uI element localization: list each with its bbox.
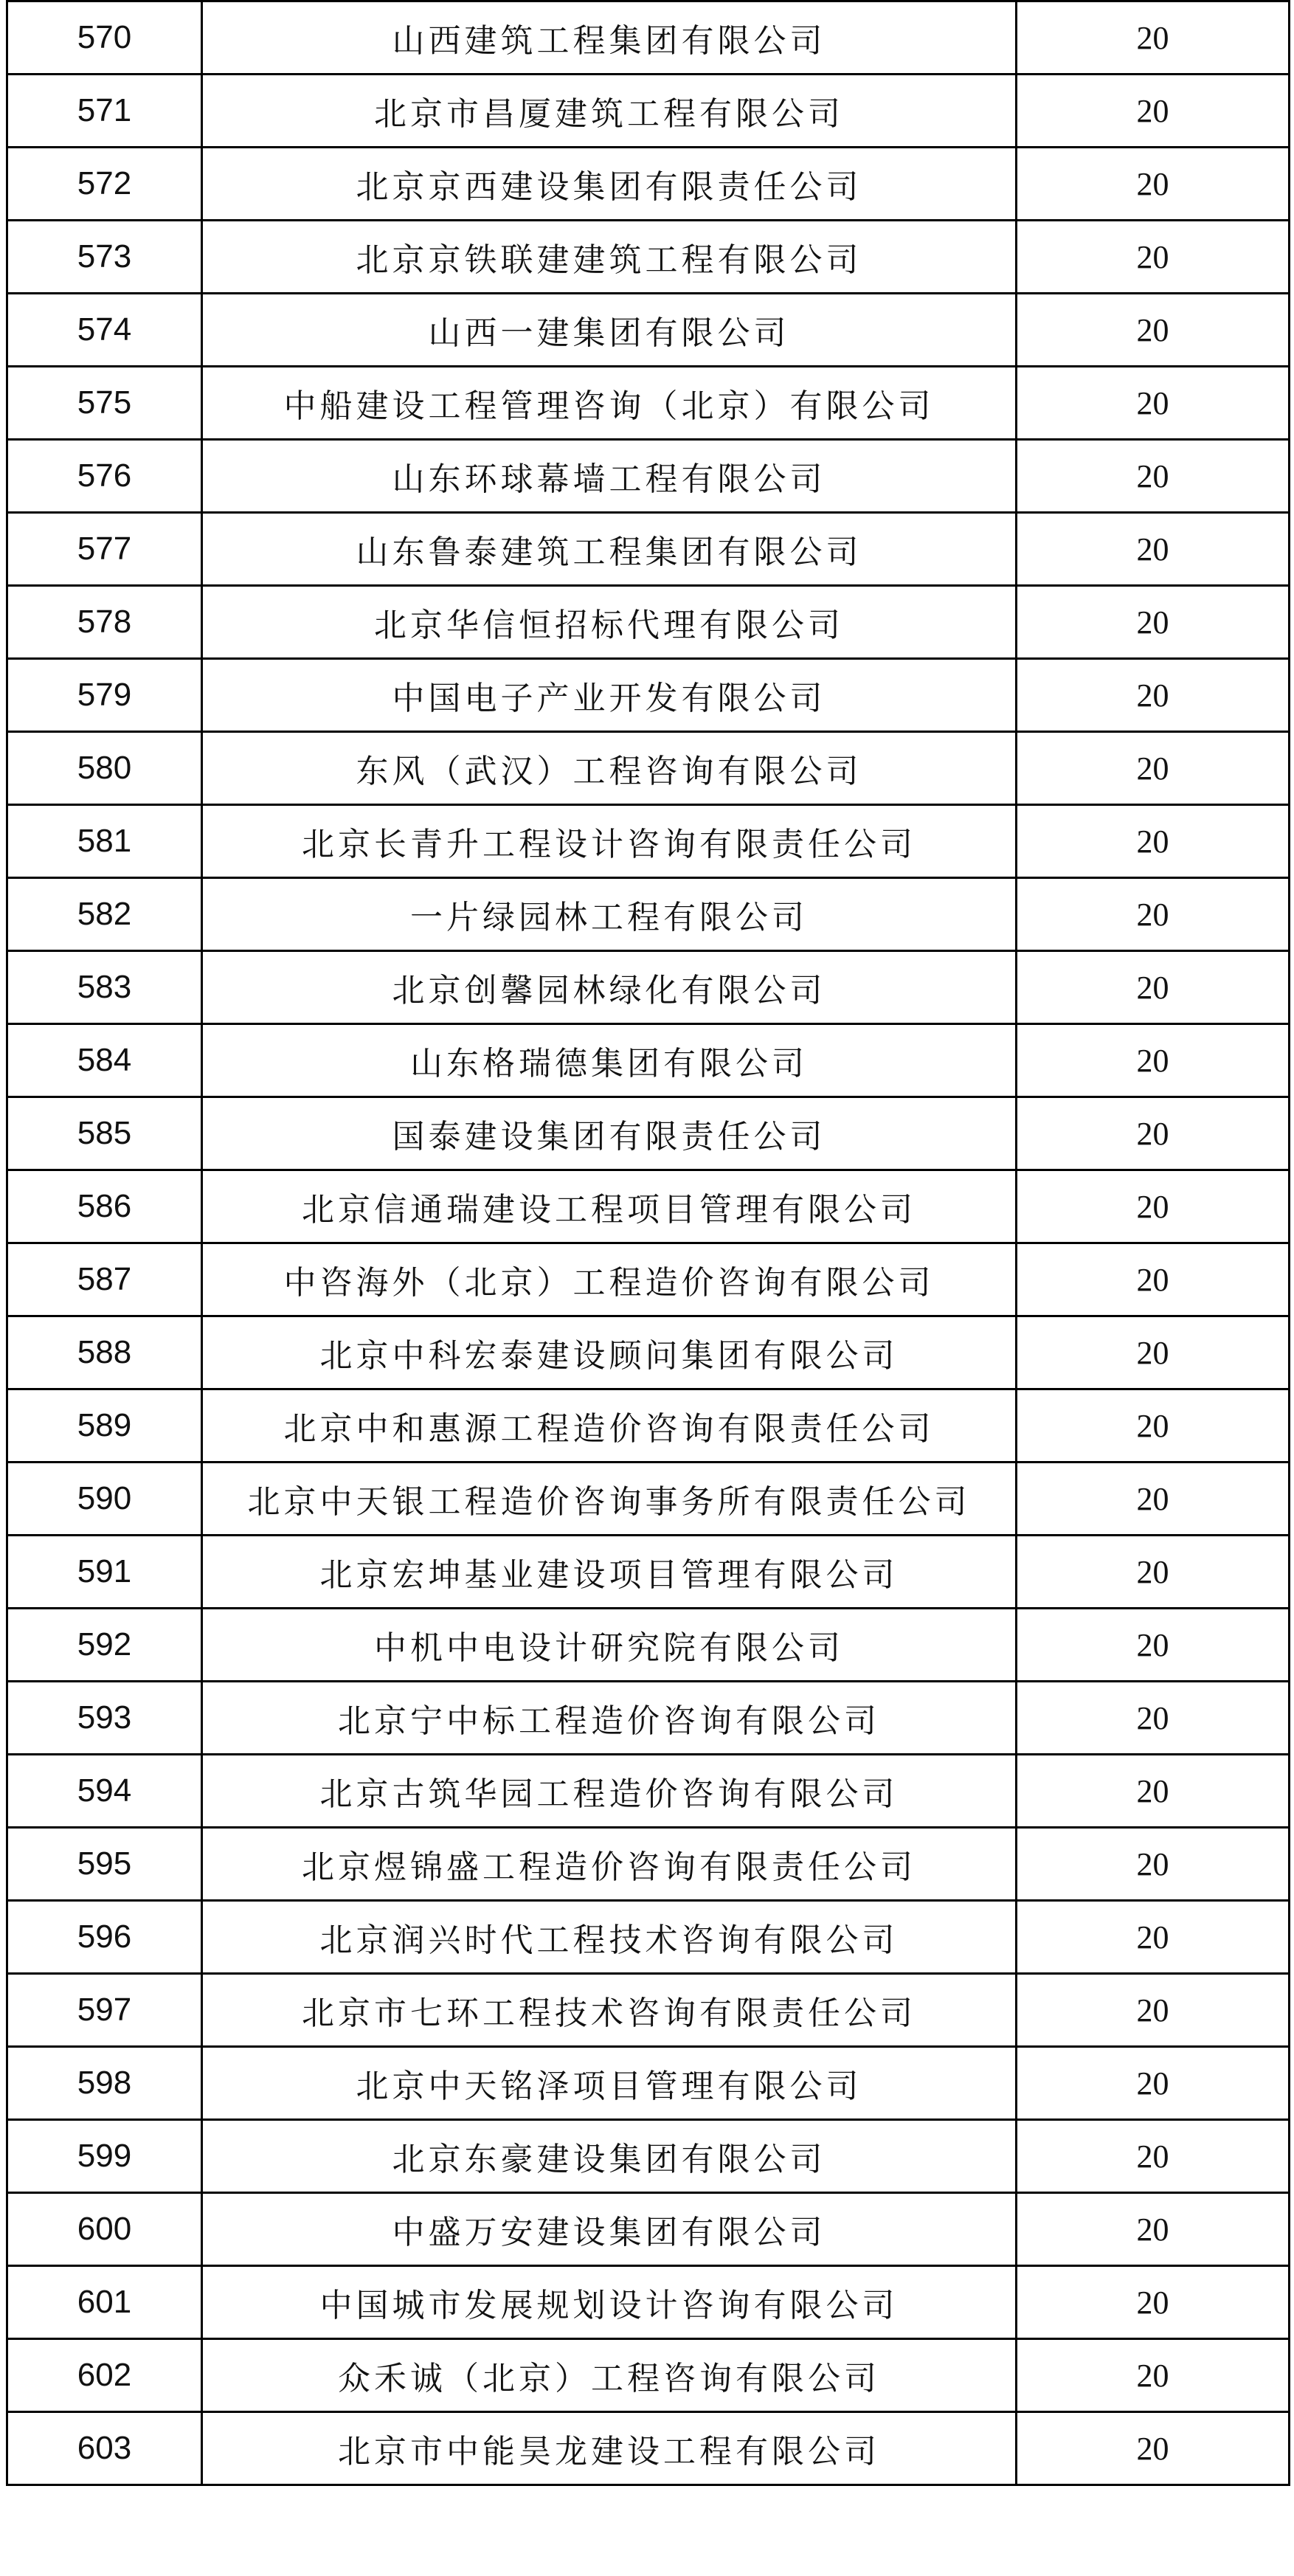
score-cell: 20	[1017, 2120, 1290, 2193]
score-cell: 20	[1017, 2047, 1290, 2120]
company-name-cell: 北京京西建设集团有限责任公司	[202, 148, 1017, 221]
table-row	[7, 805, 1290, 878]
table-row	[7, 367, 1290, 440]
row-number-cell: 600	[7, 2193, 202, 2266]
company-name-cell: 中机中电设计研究院有限公司	[202, 1609, 1017, 1682]
table-row	[7, 1609, 1290, 1682]
score-cell: 20	[1017, 1974, 1290, 2047]
score-cell: 20	[1017, 1609, 1290, 1682]
score-cell: 20	[1017, 2266, 1290, 2339]
table-row	[7, 659, 1290, 732]
row-number-cell: 591	[7, 1536, 202, 1609]
company-name-cell: 山东环球幕墙工程有限公司	[202, 440, 1017, 513]
table-row	[7, 1097, 1290, 1170]
company-name-cell: 北京中天银工程造价咨询事务所有限责任公司	[202, 1463, 1017, 1536]
row-number-cell: 571	[7, 75, 202, 148]
table-row	[7, 75, 1290, 148]
company-name-cell: 北京润兴时代工程技术咨询有限公司	[202, 1901, 1017, 1974]
row-number-cell: 575	[7, 367, 202, 440]
company-name-cell: 北京市中能昊龙建设工程有限公司	[202, 2412, 1017, 2485]
score-cell: 20	[1017, 513, 1290, 586]
company-name-cell: 山西一建集团有限公司	[202, 294, 1017, 367]
table-row	[7, 1828, 1290, 1901]
table-row	[7, 1024, 1290, 1097]
row-number-cell: 599	[7, 2120, 202, 2193]
table-row	[7, 951, 1290, 1024]
company-name-cell: 北京创馨园林绿化有限公司	[202, 951, 1017, 1024]
score-cell: 20	[1017, 221, 1290, 294]
row-number-cell: 574	[7, 294, 202, 367]
company-name-cell: 北京市昌厦建筑工程有限公司	[202, 75, 1017, 148]
table-row	[7, 1389, 1290, 1463]
score-cell: 20	[1017, 732, 1290, 805]
row-number-cell: 603	[7, 2412, 202, 2485]
company-name-cell: 中国电子产业开发有限公司	[202, 659, 1017, 732]
row-number-cell: 578	[7, 586, 202, 659]
table-row	[7, 440, 1290, 513]
company-name-cell: 国泰建设集团有限责任公司	[202, 1097, 1017, 1170]
table-row	[7, 732, 1290, 805]
score-cell: 20	[1017, 805, 1290, 878]
score-cell: 20	[1017, 659, 1290, 732]
row-number-cell: 601	[7, 2266, 202, 2339]
row-number-cell: 570	[7, 1, 202, 75]
row-number-cell: 593	[7, 1682, 202, 1755]
score-cell: 20	[1017, 2412, 1290, 2485]
table-row	[7, 1243, 1290, 1316]
row-number-cell: 594	[7, 1755, 202, 1828]
row-number-cell: 597	[7, 1974, 202, 2047]
company-name-cell: 北京长青升工程设计咨询有限责任公司	[202, 805, 1017, 878]
company-name-cell: 中盛万安建设集团有限公司	[202, 2193, 1017, 2266]
score-cell: 20	[1017, 1755, 1290, 1828]
table-row	[7, 221, 1290, 294]
table-row	[7, 878, 1290, 951]
score-cell: 20	[1017, 951, 1290, 1024]
score-cell: 20	[1017, 1389, 1290, 1463]
score-cell: 20	[1017, 1463, 1290, 1536]
company-name-cell: 一片绿园林工程有限公司	[202, 878, 1017, 951]
company-name-cell: 北京市七环工程技术咨询有限责任公司	[202, 1974, 1017, 2047]
table-row	[7, 2412, 1290, 2485]
row-number-cell: 585	[7, 1097, 202, 1170]
table-row	[7, 2339, 1290, 2412]
score-cell: 20	[1017, 2193, 1290, 2266]
row-number-cell: 592	[7, 1609, 202, 1682]
score-cell: 20	[1017, 1, 1290, 75]
row-number-cell: 576	[7, 440, 202, 513]
row-number-cell: 584	[7, 1024, 202, 1097]
row-number-cell: 581	[7, 805, 202, 878]
table-row	[7, 513, 1290, 586]
company-name-cell: 北京宁中标工程造价咨询有限公司	[202, 1682, 1017, 1755]
score-cell: 20	[1017, 1682, 1290, 1755]
table-row	[7, 586, 1290, 659]
company-name-cell: 北京煜锦盛工程造价咨询有限责任公司	[202, 1828, 1017, 1901]
row-number-cell: 580	[7, 732, 202, 805]
score-cell: 20	[1017, 1536, 1290, 1609]
company-name-cell: 山西建筑工程集团有限公司	[202, 1, 1017, 75]
company-name-cell: 东风（武汉）工程咨询有限公司	[202, 732, 1017, 805]
table-row	[7, 2047, 1290, 2120]
company-name-cell: 北京京铁联建建筑工程有限公司	[202, 221, 1017, 294]
table-body	[7, 1, 1290, 2485]
company-name-cell: 中咨海外（北京）工程造价咨询有限公司	[202, 1243, 1017, 1316]
score-cell: 20	[1017, 878, 1290, 951]
row-number-cell: 583	[7, 951, 202, 1024]
score-cell: 20	[1017, 2339, 1290, 2412]
row-number-cell: 589	[7, 1389, 202, 1463]
score-cell: 20	[1017, 586, 1290, 659]
score-cell: 20	[1017, 1243, 1290, 1316]
company-name-cell: 中船建设工程管理咨询（北京）有限公司	[202, 367, 1017, 440]
table-row	[7, 2120, 1290, 2193]
company-name-cell: 北京古筑华园工程造价咨询有限公司	[202, 1755, 1017, 1828]
row-number-cell: 579	[7, 659, 202, 732]
table-row	[7, 1682, 1290, 1755]
score-cell: 20	[1017, 294, 1290, 367]
score-cell: 20	[1017, 1097, 1290, 1170]
row-number-cell: 577	[7, 513, 202, 586]
row-number-cell: 586	[7, 1170, 202, 1243]
company-name-cell: 北京中科宏泰建设顾问集团有限公司	[202, 1316, 1017, 1389]
company-name-cell: 北京华信恒招标代理有限公司	[202, 586, 1017, 659]
row-number-cell: 587	[7, 1243, 202, 1316]
row-number-cell: 602	[7, 2339, 202, 2412]
company-name-cell: 北京宏坤基业建设项目管理有限公司	[202, 1536, 1017, 1609]
table-row	[7, 1974, 1290, 2047]
score-cell: 20	[1017, 148, 1290, 221]
table-row	[7, 1755, 1290, 1828]
table-row	[7, 1170, 1290, 1243]
score-cell: 20	[1017, 1828, 1290, 1901]
row-number-cell: 590	[7, 1463, 202, 1536]
company-name-cell: 山东格瑞德集团有限公司	[202, 1024, 1017, 1097]
company-name-cell: 北京信通瑞建设工程项目管理有限公司	[202, 1170, 1017, 1243]
row-number-cell: 598	[7, 2047, 202, 2120]
score-cell: 20	[1017, 1170, 1290, 1243]
row-number-cell: 582	[7, 878, 202, 951]
score-cell: 20	[1017, 367, 1290, 440]
table-row	[7, 1463, 1290, 1536]
table-row	[7, 1901, 1290, 1974]
company-name-cell: 北京东豪建设集团有限公司	[202, 2120, 1017, 2193]
table-row	[7, 2266, 1290, 2339]
row-number-cell: 573	[7, 221, 202, 294]
row-number-cell: 588	[7, 1316, 202, 1389]
table-row	[7, 1316, 1290, 1389]
table-row	[7, 294, 1290, 367]
row-number-cell: 595	[7, 1828, 202, 1901]
company-name-cell: 众禾诚（北京）工程咨询有限公司	[202, 2339, 1017, 2412]
company-name-cell: 北京中天铭泽项目管理有限公司	[202, 2047, 1017, 2120]
table-row	[7, 2193, 1290, 2266]
row-number-cell: 596	[7, 1901, 202, 1974]
row-number-cell: 572	[7, 148, 202, 221]
score-cell: 20	[1017, 75, 1290, 148]
table-row	[7, 1536, 1290, 1609]
score-cell: 20	[1017, 440, 1290, 513]
company-name-cell: 北京中和惠源工程造价咨询有限责任公司	[202, 1389, 1017, 1463]
score-cell: 20	[1017, 1024, 1290, 1097]
table-row	[7, 1, 1290, 75]
score-cell: 20	[1017, 1901, 1290, 1974]
score-cell: 20	[1017, 1316, 1290, 1389]
company-score-table	[6, 0, 1290, 2486]
company-name-cell: 山东鲁泰建筑工程集团有限公司	[202, 513, 1017, 586]
table-row	[7, 148, 1290, 221]
company-name-cell: 中国城市发展规划设计咨询有限公司	[202, 2266, 1017, 2339]
